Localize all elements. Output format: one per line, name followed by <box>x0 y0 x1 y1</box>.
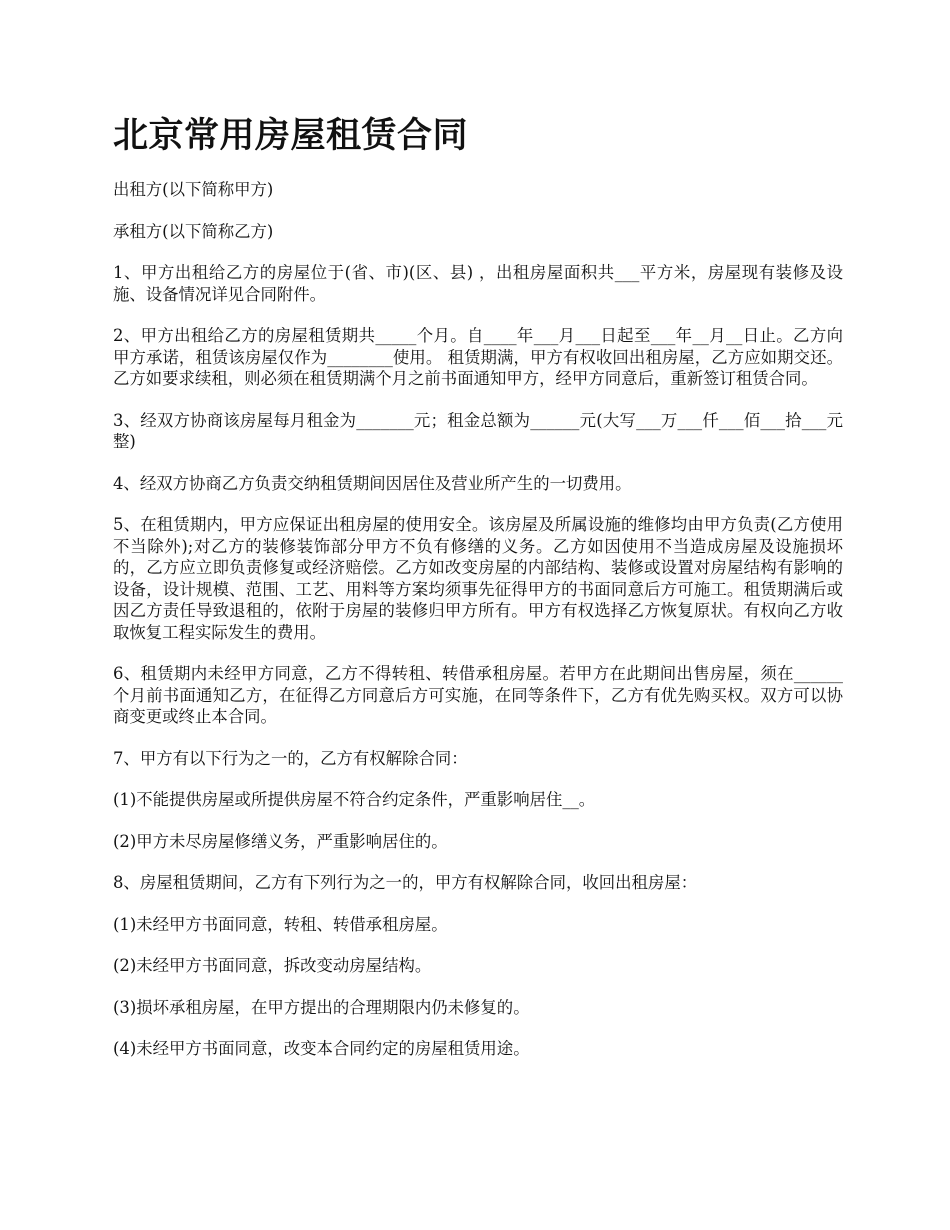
clause-5: 5、在租赁期内，甲方应保证出租房屋的使用安全。该房屋及所属设施的维修均由甲方负责(乙方使用不当除外);对乙方的装修装饰部分甲方不负有修缮的义务。乙方如因使用不当造成房屋及设施损坏的，乙方应立即负责修复或经济赔偿。乙方如改变房屋的内部结构、装修或设置对房屋结构有影响的设备，设计规模、范围、工艺、用料等方案均须事先征得甲方的书面同意后方可施工。租赁期满后或因乙方责任导致退租的，依附于房屋的装修归甲方所有。甲方有权选择乙方恢复原状。有权向乙方收取恢复工程实际发生的费用。 <box>113 515 843 642</box>
clause-8: 8、房屋租赁期间，乙方有下列行为之一的，甲方有权解除合同，收回出租房屋： <box>113 873 698 892</box>
clause-4: 4、经双方协商乙方负责交纳租赁期间因居住及营业所产生的一切费用。 <box>113 473 632 493</box>
clause-7-item-2: (2)甲方未尽房屋修缮义务，严重影响居住的。 <box>113 831 448 851</box>
clause-8-item-2: (2)未经甲方书面同意，拆改变动房屋结构。 <box>113 956 432 975</box>
clause-3: 3、经双方协商该房屋每月租金为_______元；租金总额为______元(大写___万___仟___佰___拾___元整) <box>113 410 843 451</box>
clause-1: 1、甲方出租给乙方的房屋位于(省、市)(区、县) ，出租房屋面积共___平方米，房屋现有装修及设施、设备情况详见合同附件。 <box>113 263 843 304</box>
document-page <box>113 112 843 1080</box>
clause-7-item-1: (1)不能提供房屋或所提供房屋不符合约定条件，严重影响居住__。 <box>113 790 596 809</box>
clause-7: 7、甲方有以下行为之一的，乙方有权解除合同： <box>113 748 468 768</box>
clause-6: 6、租赁期内未经甲方同意，乙方不得转租、转借承租房屋。若甲方在此期间出售房屋，须在______个月前书面通知乙方，在征得乙方同意后方可实施，在同等条件下，乙方有优先购买权。双方可以协商变更或终止本合同。 <box>113 664 843 726</box>
document-title: 北京常用房屋租赁合同 <box>113 116 469 156</box>
party-b-line: 承租方(以下简称乙方) <box>113 221 274 241</box>
clause-8-item-4: (4)未经甲方书面同意，改变本合同约定的房屋租赁用途。 <box>113 1039 530 1058</box>
clause-2: 2、甲方出租给乙方的房屋租赁期共_____个月。自____年___月___日起至___年__月__日止。乙方向甲方承诺，租赁该房屋仅作为________使用。 租赁期满，甲方有权收回出租房屋，乙方应如期交还。乙方如要求续租，则必须在租赁期满个月之前书面通知甲方，经甲方同意后，重新签订租赁合同。 <box>113 326 843 388</box>
clause-8-item-3: (3)损坏承租房屋，在甲方提出的合理期限内仍未修复的。 <box>113 997 530 1017</box>
clause-8-item-1: (1)未经甲方书面同意，转租、转借承租房屋。 <box>113 914 448 934</box>
party-a-line: 出租方(以下简称甲方) <box>113 180 274 199</box>
